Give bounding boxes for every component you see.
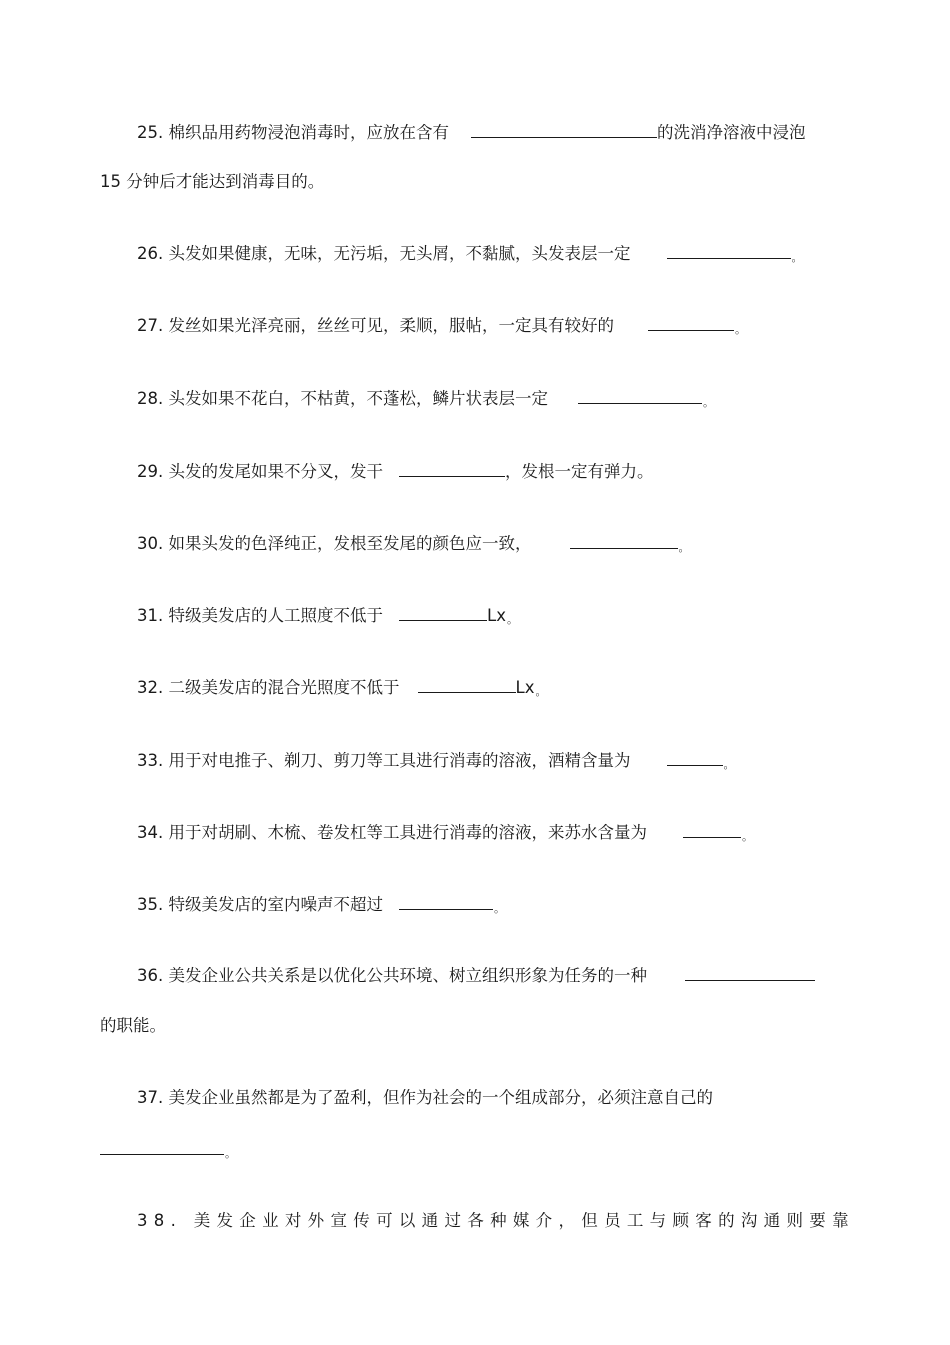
unit-label: Lx [487,606,506,625]
question-27 [137,314,746,341]
period-mark: 。 [735,323,746,336]
question-number: 27. [137,316,164,335]
period-mark: 。 [506,613,518,626]
answer-blank[interactable] [685,964,815,981]
answer-blank[interactable] [399,604,487,621]
question-36-continuation: 的职能。 [100,1016,166,1035]
answer-blank[interactable] [667,242,791,259]
question-text: 美发企业对外宣传可以通过各种媒介，但员工与顾客的沟通则要靠 [193,1211,855,1230]
question-text: 发丝如果光泽亮丽，丝丝可见，柔顺，服帖，一定具有较好的 [168,316,614,335]
question-31 [137,604,518,631]
answer-blank[interactable] [667,749,723,766]
period-mark: 。 [703,396,714,409]
period-mark: 。 [723,758,735,771]
question-25 [137,121,806,144]
question-number: 37. [137,1088,164,1107]
question-text-after: 的洗消净溶液中浸泡 [657,123,806,142]
answer-blank[interactable] [100,1138,224,1155]
question-text: 如果头发的色泽纯正，发根至发尾的颜色应一致， [168,534,532,553]
question-25-continuation: 15 分钟后才能达到消毒目的。 [100,172,325,191]
period-mark: 。 [494,902,505,915]
unit-label: Lx [515,678,535,697]
answer-blank[interactable] [683,821,741,838]
question-38 [137,1210,855,1232]
period-mark: 。 [535,685,547,698]
question-text: 用于对电推子、剃刀、剪刀等工具进行消毒的溶液，酒精含量为 [168,751,631,770]
answer-blank[interactable] [418,676,516,693]
period-mark: 。 [225,1147,236,1160]
question-number: 29. [137,462,164,481]
question-text: 特级美发店的室内噪声不超过 [168,895,383,914]
answer-blank[interactable] [578,387,702,404]
question-number: 28. [137,389,164,408]
question-number: 30. [137,534,164,553]
question-32 [137,676,546,703]
question-36 [137,964,815,987]
question-29 [137,460,654,483]
question-text: 棉织品用药物浸泡消毒时，应放在含有 [168,123,449,142]
question-text: 二级美发店的混合光照度不低于 [168,678,400,697]
answer-blank[interactable] [570,532,678,549]
question-text: 美发企业虽然都是为了盈利，但作为社会的一个组成部分，必须注意自己的 [168,1088,713,1107]
question-number: 36. [137,966,164,985]
period-mark: 。 [678,541,690,554]
period-mark: 。 [742,830,753,843]
question-30 [137,532,690,559]
question-number: 32. [137,678,164,697]
question-35 [137,893,505,920]
question-37-continuation [100,1138,236,1165]
question-text: 美发企业公共关系是以优化公共环境、树立组织形象为任务的一种 [168,966,647,985]
question-text: 用于对胡刷、木梳、卷发杠等工具进行消毒的溶液，来苏水含量为 [168,823,647,842]
question-34 [137,821,753,848]
question-33 [137,749,735,776]
question-28 [137,387,714,414]
answer-blank[interactable] [471,121,657,138]
question-number: 38. [137,1211,183,1230]
question-number: 35. [137,895,164,914]
question-number: 31. [137,606,164,625]
answer-blank[interactable] [399,893,493,910]
question-text: 特级美发店的人工照度不低于 [168,606,383,625]
question-37 [137,1087,713,1109]
question-26 [137,242,803,269]
question-text: 头发如果不花白，不枯黄，不蓬松，鳞片状表层一定 [168,389,548,408]
question-number: 34. [137,823,164,842]
period-mark: 。 [791,251,803,264]
question-number: 26. [137,244,164,263]
question-text-after: ，发根一定有弹力。 [505,462,654,481]
answer-blank[interactable] [399,460,505,477]
answer-blank[interactable] [648,314,734,331]
question-text: 头发的发尾如果不分叉，发干 [168,462,383,481]
question-number: 33. [137,751,164,770]
question-number: 25. [137,123,164,142]
question-text: 头发如果健康，无味，无污垢，无头屑，不黏腻，头发表层一定 [168,244,631,263]
